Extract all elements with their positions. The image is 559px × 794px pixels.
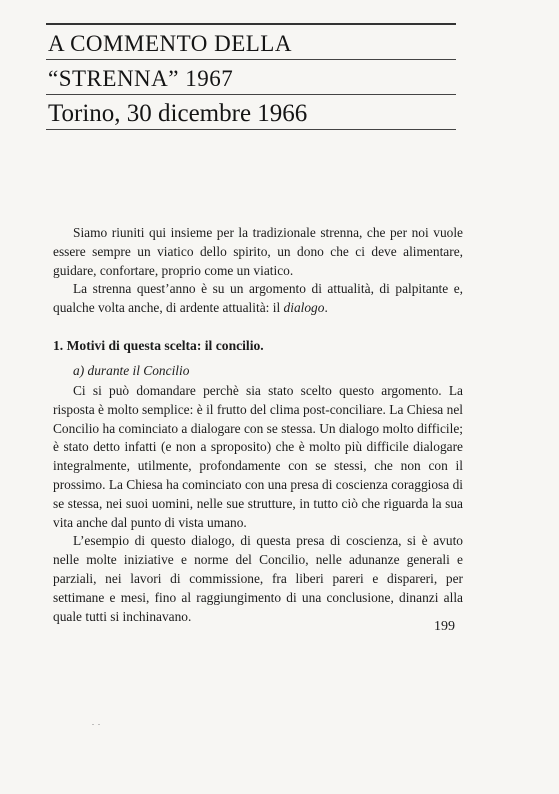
title-line-3: Torino, 30 dicembre 1966	[48, 100, 308, 127]
intro-p2-text: La strenna quest’anno è su un argomento di attualità, di palpitante e, qualche volta anche, di ardente attualità: il	[53, 281, 463, 316]
title-rule-2	[46, 94, 456, 95]
page-number: 199	[434, 619, 455, 634]
section-gap	[53, 318, 463, 336]
intro-paragraph-2	[53, 280, 463, 318]
title-line-1: A COMMENTO DELLA	[48, 31, 292, 56]
title-line-2: “STRENNA” 1967	[48, 66, 234, 91]
title-rule-3	[46, 129, 456, 130]
title-top-rule	[46, 23, 456, 25]
subheading	[73, 362, 463, 380]
subheading-label: a)	[73, 362, 85, 378]
intro-paragraph-1: Siamo riuniti qui insieme per la tradizionale strenna, che per noi vuole essere sempre un viatico dello spirito, un dono che ci deve alimentare, guidare, confortare, proprio come un viatico.	[53, 225, 463, 278]
intro-p2-end: .	[324, 300, 328, 316]
title-rule-1	[46, 59, 456, 60]
intro-p2-italic: dialogo	[283, 300, 325, 316]
body-text	[53, 224, 463, 626]
title-block	[46, 23, 456, 130]
section-heading: 1. Motivi di questa scelta: il concilio.	[53, 337, 264, 353]
section-paragraph-2: L’esempio di questo dialogo, di questa presa di coscienza, si è avuto nelle molte iniziative e norme del Concilio, nelle adunanze generali e parziali, nei lavori di commissione, fra liberi pareri e dispareri, per settimane e mesi, fino al raggiungimento di una conclusione, dinanzi alla quale tutti si inchinavano.	[53, 533, 463, 624]
subheading-title: durante il Concilio	[87, 362, 190, 378]
section-paragraph-1: Ci si può domandare perchè sia stato scelto questo argomento. La risposta è molto semplice: è il frutto del clima post-conciliare. La Chiesa nel Concilio ha cominciato a dialogare con se stessa. Un dialogo molto difficile; è stato detto infatti (e non a sproposito) che è molto più difficile dialogare integralmente, utilmente, profondamente con se stessi, che non con il prossimo. La Chiesa ha cominciato con una presa di coscienza coraggiosa di se stessa, nei suoi uomini, nelle sue strutture, in tutto ciò che riguarda la sua vita anche dal punto di vista umano.	[53, 382, 463, 530]
scan-speck	[92, 724, 94, 725]
scan-speck	[98, 724, 100, 725]
